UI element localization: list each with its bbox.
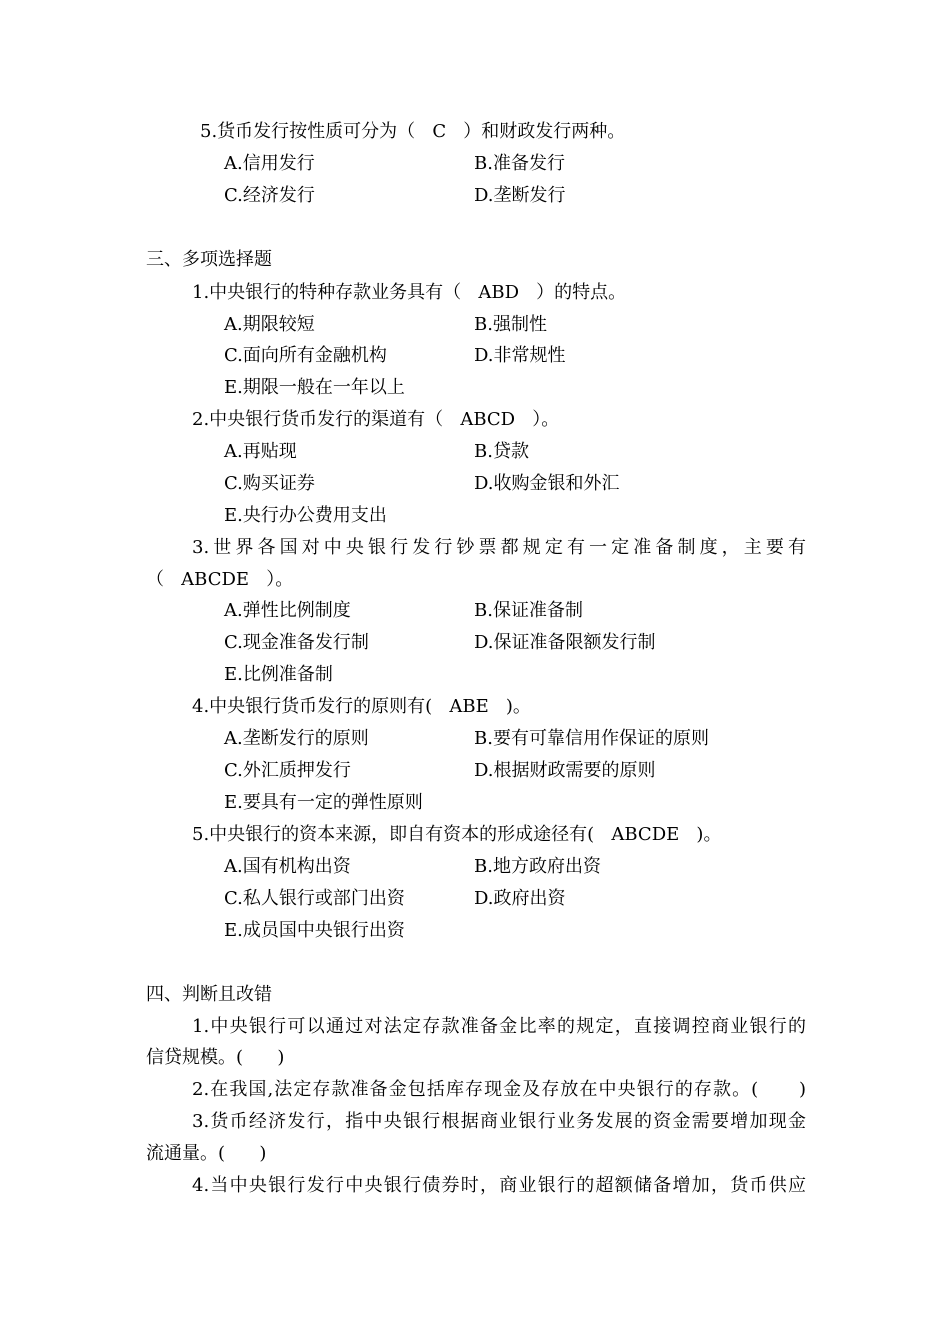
option-b: B.保证准备制 bbox=[474, 600, 583, 621]
option-c: C.购买证券 bbox=[224, 473, 315, 494]
option-b: B.要有可靠信用作保证的原则 bbox=[474, 728, 709, 749]
option-c: C.面向所有金融机构 bbox=[224, 345, 387, 366]
judgement-item: 3.货币经济发行，指中央银行根据商业银行业务发展的资金需要增加现金 bbox=[192, 1111, 806, 1132]
option-c: C.现金准备发行制 bbox=[224, 632, 369, 653]
option-b: B.准备发行 bbox=[474, 153, 565, 174]
question-stem: 1.中央银行的特种存款业务具有（ ABD ）的特点。 bbox=[192, 282, 627, 303]
option-d: D.政府出资 bbox=[474, 888, 566, 909]
option-a: A.再贴现 bbox=[224, 441, 297, 462]
option-c: C.外汇质押发行 bbox=[224, 760, 351, 781]
section-heading: 三、多项选择题 bbox=[146, 249, 272, 270]
question-stem: 3.世界各国对中央银行发行钞票都规定有一定准备制度，主要有 bbox=[192, 537, 806, 558]
question-stem-continued: （ ABCDE ）。 bbox=[146, 569, 294, 590]
option-e: E.期限一般在一年以上 bbox=[224, 377, 405, 398]
section-heading: 四、判断且改错 bbox=[146, 984, 272, 1005]
option-a: A.垄断发行的原则 bbox=[224, 728, 369, 749]
option-a: A.信用发行 bbox=[224, 153, 315, 174]
judgement-item: 4.当中央银行发行中央银行债券时，商业银行的超额储备增加，货币供应 bbox=[192, 1175, 806, 1196]
option-a: A.国有机构出资 bbox=[224, 856, 351, 877]
option-a: A.弹性比例制度 bbox=[224, 600, 351, 621]
option-c: C.私人银行或部门出资 bbox=[224, 888, 405, 909]
option-a: A.期限较短 bbox=[224, 314, 315, 335]
question-stem: 4.中央银行货币发行的原则有( ABE )。 bbox=[192, 696, 531, 717]
judgement-item-continued: 信贷规模。( ) bbox=[146, 1047, 285, 1068]
question-stem: 5.货币发行按性质可分为（ C ）和财政发行两种。 bbox=[200, 121, 626, 142]
option-e: E.比例准备制 bbox=[224, 664, 333, 685]
option-d: D.根据财政需要的原则 bbox=[474, 760, 656, 781]
option-d: D.保证准备限额发行制 bbox=[474, 632, 656, 653]
option-e: E.要具有一定的弹性原则 bbox=[224, 792, 423, 813]
option-d: D.收购金银和外汇 bbox=[474, 473, 620, 494]
option-c: C.经济发行 bbox=[224, 185, 315, 206]
option-b: B.强制性 bbox=[474, 314, 547, 335]
option-b: B.贷款 bbox=[474, 441, 529, 462]
option-e: E.央行办公费用支出 bbox=[224, 505, 387, 526]
judgement-item: 2.在我国,法定存款准备金包括库存现金及存放在中央银行的存款。( ) bbox=[192, 1079, 806, 1100]
judgement-item: 1.中央银行可以通过对法定存款准备金比率的规定，直接调控商业银行的 bbox=[192, 1016, 806, 1037]
judgement-item-continued: 流通量。( ) bbox=[146, 1143, 267, 1164]
question-stem: 5.中央银行的资本来源，即自有资本的形成途径有( ABCDE )。 bbox=[192, 824, 722, 845]
option-d: D.非常规性 bbox=[474, 345, 566, 366]
option-b: B.地方政府出资 bbox=[474, 856, 601, 877]
question-stem: 2.中央银行货币发行的渠道有（ ABCD ）。 bbox=[192, 409, 560, 430]
option-e: E.成员国中央银行出资 bbox=[224, 920, 405, 941]
option-d: D.垄断发行 bbox=[474, 185, 566, 206]
